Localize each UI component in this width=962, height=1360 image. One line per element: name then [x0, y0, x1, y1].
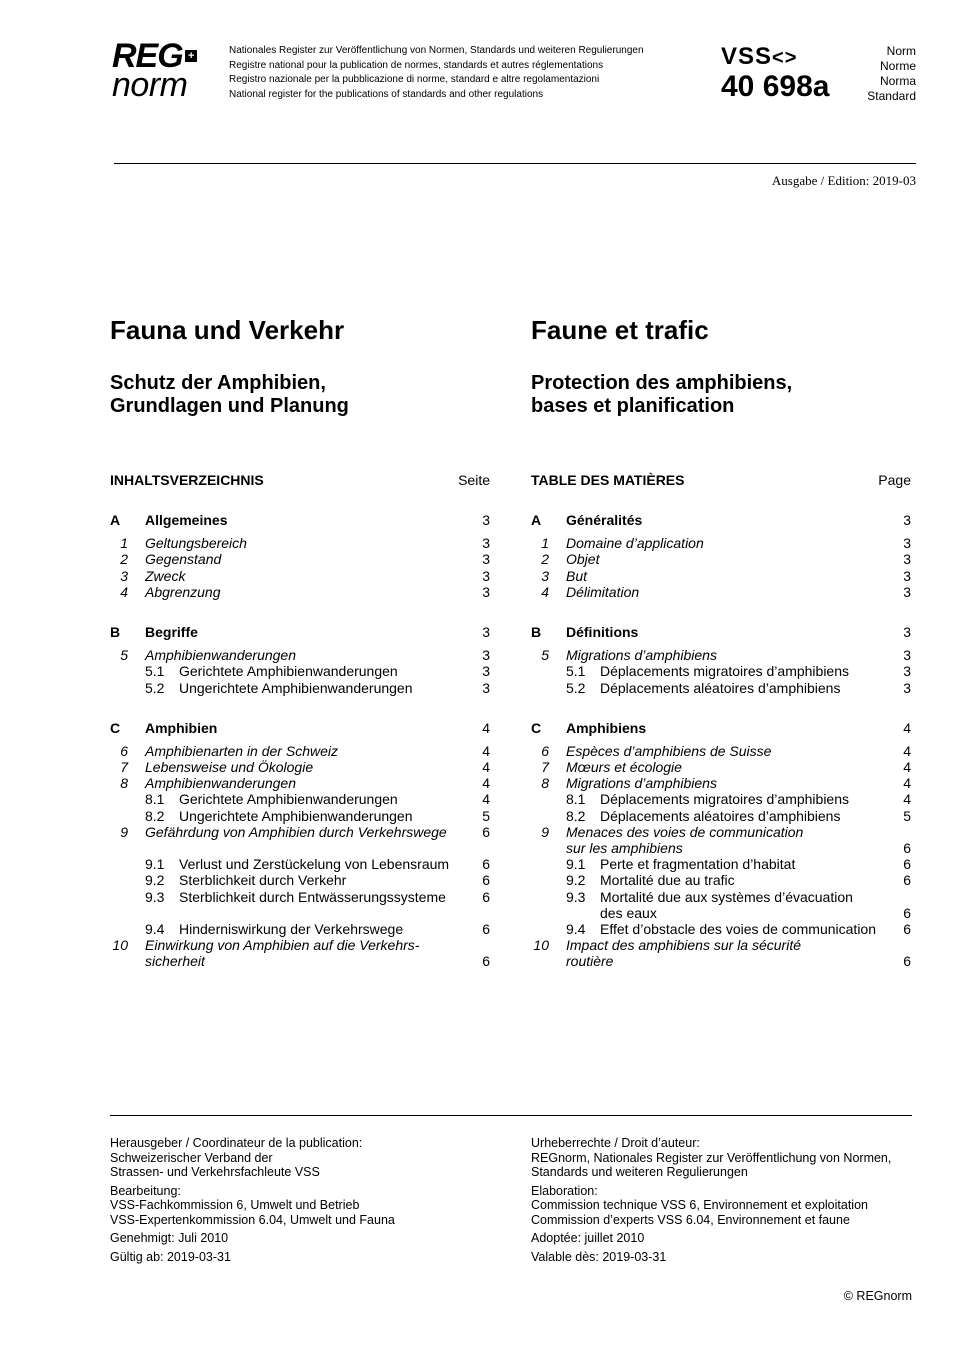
toc-de	[110, 512, 490, 970]
toc-text: Migrations d’amphibiens	[566, 775, 717, 792]
toc-page: 3	[482, 567, 490, 584]
toc-page: 3	[482, 512, 490, 528]
toc-number: 2	[120, 551, 128, 568]
toc-number: 9.1	[566, 856, 586, 873]
toc-text: Amphibiens	[566, 719, 647, 736]
toc-page: 4	[903, 719, 911, 736]
toc-text: sur les amphibiens	[566, 840, 683, 856]
toc-section-spacer	[531, 640, 911, 647]
toc-text: Ungerichtete Amphibienwanderungen	[179, 679, 413, 696]
toc-text: Amphibienarten in der Schweiz	[145, 742, 338, 759]
toc-section-spacer	[110, 736, 490, 743]
footer-divider	[110, 1115, 912, 1116]
toc-item	[110, 759, 490, 775]
footer-block	[531, 1250, 891, 1265]
toc-header-fr	[531, 472, 911, 490]
subtitle-fr-line1: Protection des amphibiens,	[531, 372, 793, 394]
footer-block	[110, 1184, 395, 1228]
toc-text: Verlust und Zerstückelung von Lebensraum	[179, 856, 450, 873]
toc-subitem	[110, 808, 490, 824]
footer-line: Bearbeitung:	[110, 1183, 181, 1198]
norm-label-en: Standard	[867, 89, 916, 103]
toc-number: 5	[120, 647, 128, 664]
toc-section-spacer	[531, 528, 911, 535]
toc-text: Abgrenzung	[145, 583, 221, 600]
toc-text: Effet d’obstacle des voies de communication	[600, 920, 877, 937]
toc-item	[110, 551, 490, 567]
toc-number: 10	[112, 937, 128, 954]
subtitle-fr-line2: bases et planification	[531, 395, 735, 417]
footer-line: Adoptée: juillet 2010	[531, 1231, 645, 1245]
register-line-en: National register for the publications of standards and other regulations	[229, 88, 544, 100]
toc-gap	[531, 600, 911, 624]
toc-page: 6	[903, 856, 911, 873]
toc-number: 9	[120, 823, 128, 840]
toc-section	[531, 720, 911, 736]
vss-name: VSS	[721, 43, 773, 70]
footer-block	[110, 1136, 395, 1180]
norm-labels	[867, 44, 916, 104]
toc-page: 4	[903, 791, 911, 808]
toc-page: 3	[903, 663, 911, 680]
toc-text: des eaux	[600, 904, 657, 921]
toc-blank-line	[110, 840, 490, 856]
toc-page: 5	[482, 807, 490, 824]
toc-text: Gefährdung von Amphibien durch Verkehrswege	[145, 823, 447, 840]
footer-line: Gültig ab: 2019-03-31	[110, 1249, 231, 1264]
toc-page: 3	[903, 512, 911, 528]
toc-text: Définitions	[566, 623, 639, 640]
toc-number: A	[110, 512, 121, 528]
toc-text: Mortalité due au trafic	[600, 872, 735, 889]
toc-subitem	[531, 808, 911, 824]
vss-number: 40 698a	[721, 70, 830, 103]
toc-subitem	[110, 872, 490, 888]
toc-item	[531, 840, 911, 856]
toc-text: Déplacements aléatoires d’amphibiens	[600, 807, 841, 824]
toc-text: Amphibienwanderungen	[145, 647, 296, 664]
toc-text: sicherheit	[145, 953, 205, 970]
toc-gap	[110, 600, 490, 624]
footer-line: VSS-Expertenkommission 6.04, Umwelt und Fauna	[110, 1212, 395, 1227]
toc-subitem	[531, 872, 911, 888]
toc-text: Amphibienwanderungen	[145, 775, 296, 792]
toc-number: 5.1	[145, 663, 165, 680]
toc-item	[110, 953, 490, 969]
toc-text: Objet	[566, 551, 600, 568]
toc-fr	[531, 512, 911, 970]
toc-item	[531, 759, 911, 775]
toc-subitem	[531, 663, 911, 679]
toc-text: Déplacements migratoires d’amphibiens	[600, 663, 850, 680]
toc-number: 1	[541, 535, 549, 552]
footer-line: Genehmigt: Juli 2010	[110, 1231, 229, 1245]
toc-subitem	[531, 856, 911, 872]
toc-text: Impact des amphibiens sur la sécurité	[566, 937, 801, 954]
toc-item	[531, 775, 911, 791]
footer-line: Strassen- und Verkehrsfachleute VSS	[110, 1165, 320, 1179]
register-description	[229, 44, 699, 102]
toc-section-spacer	[531, 736, 911, 743]
toc-item	[531, 953, 911, 969]
toc-section-spacer	[110, 528, 490, 535]
toc-number: 3	[541, 567, 549, 584]
toc-text: Lebensweise und Ökologie	[145, 759, 314, 776]
toc-subitem	[110, 663, 490, 679]
toc-text: Menaces des voies de communication	[566, 823, 804, 840]
swiss-cross-icon: +	[185, 50, 197, 62]
toc-page: 4	[903, 742, 911, 759]
toc-page: 3	[903, 647, 911, 664]
toc-subitem	[110, 856, 490, 872]
vss-standard-id	[721, 44, 829, 103]
edition-date: Ausgabe / Edition: 2019-03	[771, 173, 916, 188]
copyright: © REGnorm	[843, 1289, 912, 1303]
toc-item	[531, 568, 911, 584]
toc-subitem	[531, 905, 911, 921]
toc-text: Mœurs et écologie	[566, 759, 682, 776]
toc-text: Espèces d’amphibiens de Suisse	[566, 742, 772, 759]
toc-text: Begriffe	[145, 623, 198, 640]
norm-label-fr: Norme	[879, 59, 916, 73]
toc-page: 3	[903, 623, 911, 640]
toc-text: Délimitation	[566, 583, 640, 600]
toc-number: 1	[120, 535, 128, 552]
regnorm-logo	[112, 37, 212, 104]
toc-number: 8.1	[566, 791, 586, 808]
toc-gap	[531, 696, 911, 720]
toc-page: 6	[482, 856, 490, 873]
toc-page: 6	[903, 920, 911, 937]
toc-item	[531, 937, 911, 953]
toc-number: 9.4	[145, 920, 165, 937]
toc-page: 4	[482, 759, 490, 776]
french-column	[531, 314, 911, 970]
toc-item	[110, 824, 490, 840]
toc-text: Allgemeines	[145, 512, 228, 528]
toc-text: Perte et fragmentation d’habitat	[600, 856, 796, 873]
toc-number: A	[531, 512, 542, 528]
toc-item	[110, 775, 490, 791]
toc-title-fr: TABLE DES MATIÈRES	[531, 472, 685, 488]
toc-subitem	[110, 889, 490, 905]
toc-number: 6	[120, 742, 128, 759]
toc-item	[110, 937, 490, 953]
toc-page: 4	[482, 791, 490, 808]
toc-text: Gerichtete Amphibienwanderungen	[179, 791, 398, 808]
toc-page: 3	[903, 551, 911, 568]
toc-blank-line	[110, 905, 490, 921]
toc-number: 10	[533, 937, 549, 954]
toc-page: 6	[482, 872, 490, 889]
toc-page: 4	[482, 719, 490, 736]
footer-line: Urheberrechte / Droit d’auteur:	[531, 1136, 700, 1150]
title-de: Fauna und Verkehr	[110, 315, 345, 345]
toc-page: 5	[903, 807, 911, 824]
toc-item	[110, 647, 490, 663]
toc-text: But	[566, 567, 588, 584]
toc-subitem	[110, 791, 490, 807]
toc-text: routière	[566, 953, 614, 970]
header-divider	[114, 163, 916, 164]
toc-number: 7	[541, 759, 549, 776]
toc-title-de: INHALTSVERZEICHNIS	[110, 472, 264, 488]
toc-subitem	[110, 680, 490, 696]
toc-page: 3	[482, 583, 490, 600]
toc-number: 8	[120, 775, 128, 792]
title-fr: Faune et trafic	[531, 315, 709, 345]
footer-line: Commission technique VSS 6, Environnement et exploitation	[531, 1198, 868, 1212]
toc-number: 4	[120, 583, 128, 600]
register-line-fr: Registre national pour la publication de normes, standards et autres réglementations	[229, 59, 604, 71]
footer-block	[531, 1136, 891, 1180]
toc-number: 8.2	[145, 807, 165, 824]
vss-arrow-icon: <>	[772, 47, 798, 69]
toc-page-label-de: Seite	[458, 472, 490, 488]
toc-text: Hinderniswirkung der Verkehrswege	[179, 920, 404, 937]
toc-number: 8.2	[566, 807, 586, 824]
toc-number: 8	[541, 775, 549, 792]
toc-page: 4	[482, 775, 490, 792]
toc-number: B	[110, 623, 121, 640]
toc-page-label-fr: Page	[878, 472, 911, 488]
toc-text: Zweck	[145, 567, 186, 584]
toc-number: C	[110, 719, 121, 736]
toc-text: Amphibien	[145, 719, 218, 736]
footer-line: Standards und weiteren Regulierungen	[531, 1165, 748, 1179]
toc-number: 5.2	[145, 679, 165, 696]
register-line-de: Nationales Register zur Veröffentlichung von Normen, Standards und weiteren Regulierungen	[229, 45, 644, 56]
toc-page: 4	[903, 775, 911, 792]
toc-number: 6	[541, 742, 549, 759]
toc-gap	[110, 696, 490, 720]
toc-text: Déplacements aléatoires d’amphibiens	[600, 679, 841, 696]
toc-number: 5.2	[566, 679, 586, 696]
toc-text: Migrations d’amphibiens	[566, 647, 717, 664]
norm-label-de: Norm	[886, 44, 916, 58]
footer-block	[531, 1231, 891, 1246]
toc-section-spacer	[110, 640, 490, 647]
toc-number: 4	[541, 583, 549, 600]
toc-number: 9.2	[566, 872, 586, 889]
toc-section	[531, 624, 911, 640]
toc-page: 3	[482, 535, 490, 552]
toc-item	[531, 743, 911, 759]
toc-page: 6	[903, 840, 911, 856]
toc-page: 3	[482, 623, 490, 640]
footer-de	[110, 1136, 395, 1268]
footer-line: Herausgeber / Coordinateur de la publication:	[110, 1136, 363, 1150]
toc-page: 6	[903, 872, 911, 889]
logo-reg-text: REG	[112, 37, 183, 75]
footer-block	[531, 1184, 891, 1228]
toc-section	[110, 720, 490, 736]
toc-number: 9.2	[145, 872, 165, 889]
toc-page: 3	[903, 535, 911, 552]
toc-text: Sterblichkeit durch Entwässerungssysteme	[179, 888, 446, 905]
register-line-it: Registro nazionale per la pubblicazione di norme, standard e altre regolamentazioni	[229, 74, 600, 85]
toc-number: 5	[541, 647, 549, 664]
toc-page: 4	[482, 742, 490, 759]
toc-subitem	[531, 921, 911, 937]
toc-header-de	[110, 472, 490, 490]
toc-text: Geltungsbereich	[145, 535, 247, 552]
toc-page: 3	[482, 663, 490, 680]
toc-text: Einwirkung von Amphibien auf die Verkehrs-	[145, 937, 420, 954]
toc-page: 3	[903, 679, 911, 696]
footer-fr	[531, 1136, 891, 1268]
toc-text: Domaine d’application	[566, 535, 704, 552]
toc-item	[531, 535, 911, 551]
toc-item	[110, 568, 490, 584]
toc-text: Généralités	[566, 512, 643, 528]
toc-number: 8.1	[145, 791, 165, 808]
toc-text: Ungerichtete Amphibienwanderungen	[179, 807, 413, 824]
toc-page: 6	[482, 823, 490, 840]
toc-text: Sterblichkeit durch Verkehr	[179, 872, 347, 889]
toc-page: 4	[903, 759, 911, 776]
subtitle-fr	[531, 372, 911, 418]
toc-subitem	[531, 680, 911, 696]
subtitle-de-line2: Grundlagen und Planung	[110, 395, 349, 417]
subtitle-de	[110, 372, 490, 418]
toc-item	[531, 824, 911, 840]
footer-line: Valable dès: 2019-03-31	[531, 1249, 667, 1264]
toc-number: 5.1	[566, 663, 586, 680]
toc-number: 9.4	[566, 920, 586, 937]
toc-page: 3	[482, 647, 490, 664]
toc-item	[531, 551, 911, 567]
toc-number: 9	[541, 823, 549, 840]
footer-line: Schweizerischer Verband der	[110, 1150, 273, 1165]
toc-text: Gerichtete Amphibienwanderungen	[179, 663, 398, 680]
toc-number: 2	[541, 551, 549, 568]
german-column	[110, 314, 490, 970]
footer-block	[110, 1250, 395, 1265]
toc-number: 9.3	[145, 888, 165, 905]
footer-line: Commission d’experts VSS 6.04, Environnement et faune	[531, 1212, 850, 1227]
toc-page: 6	[903, 904, 911, 921]
toc-subitem	[531, 889, 911, 905]
toc-item	[110, 535, 490, 551]
toc-item	[531, 584, 911, 600]
toc-number: B	[531, 623, 542, 640]
footer-block	[110, 1231, 395, 1246]
toc-number: 7	[120, 759, 128, 776]
toc-number: 3	[120, 567, 128, 584]
toc-number: C	[531, 719, 542, 736]
toc-section	[110, 624, 490, 640]
subtitle-de-line1: Schutz der Amphibien,	[110, 372, 326, 394]
footer-line: Elaboration:	[531, 1183, 598, 1198]
toc-item	[110, 584, 490, 600]
toc-section	[531, 512, 911, 528]
toc-subitem	[110, 921, 490, 937]
toc-section	[110, 512, 490, 528]
toc-page: 6	[482, 920, 490, 937]
logo-norm-text: norm	[112, 66, 188, 104]
toc-item	[110, 743, 490, 759]
toc-number: 9.3	[566, 888, 586, 905]
toc-page: 3	[482, 679, 490, 696]
toc-number: 9.1	[145, 856, 165, 873]
footer-line: VSS-Fachkommission 6, Umwelt und Betrieb	[110, 1198, 360, 1212]
toc-page: 6	[482, 888, 490, 905]
toc-page: 3	[482, 551, 490, 568]
toc-page: 3	[903, 567, 911, 584]
toc-text: Gegenstand	[145, 551, 222, 568]
footer-line: REGnorm, Nationales Register zur Veröffentlichung von Normen,	[531, 1150, 892, 1165]
toc-page: 3	[903, 583, 911, 600]
norm-label-it: Norma	[879, 74, 916, 88]
toc-text: Déplacements migratoires d’amphibiens	[600, 791, 850, 808]
toc-text: Mortalité due aux systèmes d’évacuation	[600, 888, 853, 905]
toc-page: 6	[482, 953, 490, 970]
toc-item	[531, 647, 911, 663]
toc-subitem	[531, 791, 911, 807]
toc-page: 6	[903, 953, 911, 970]
